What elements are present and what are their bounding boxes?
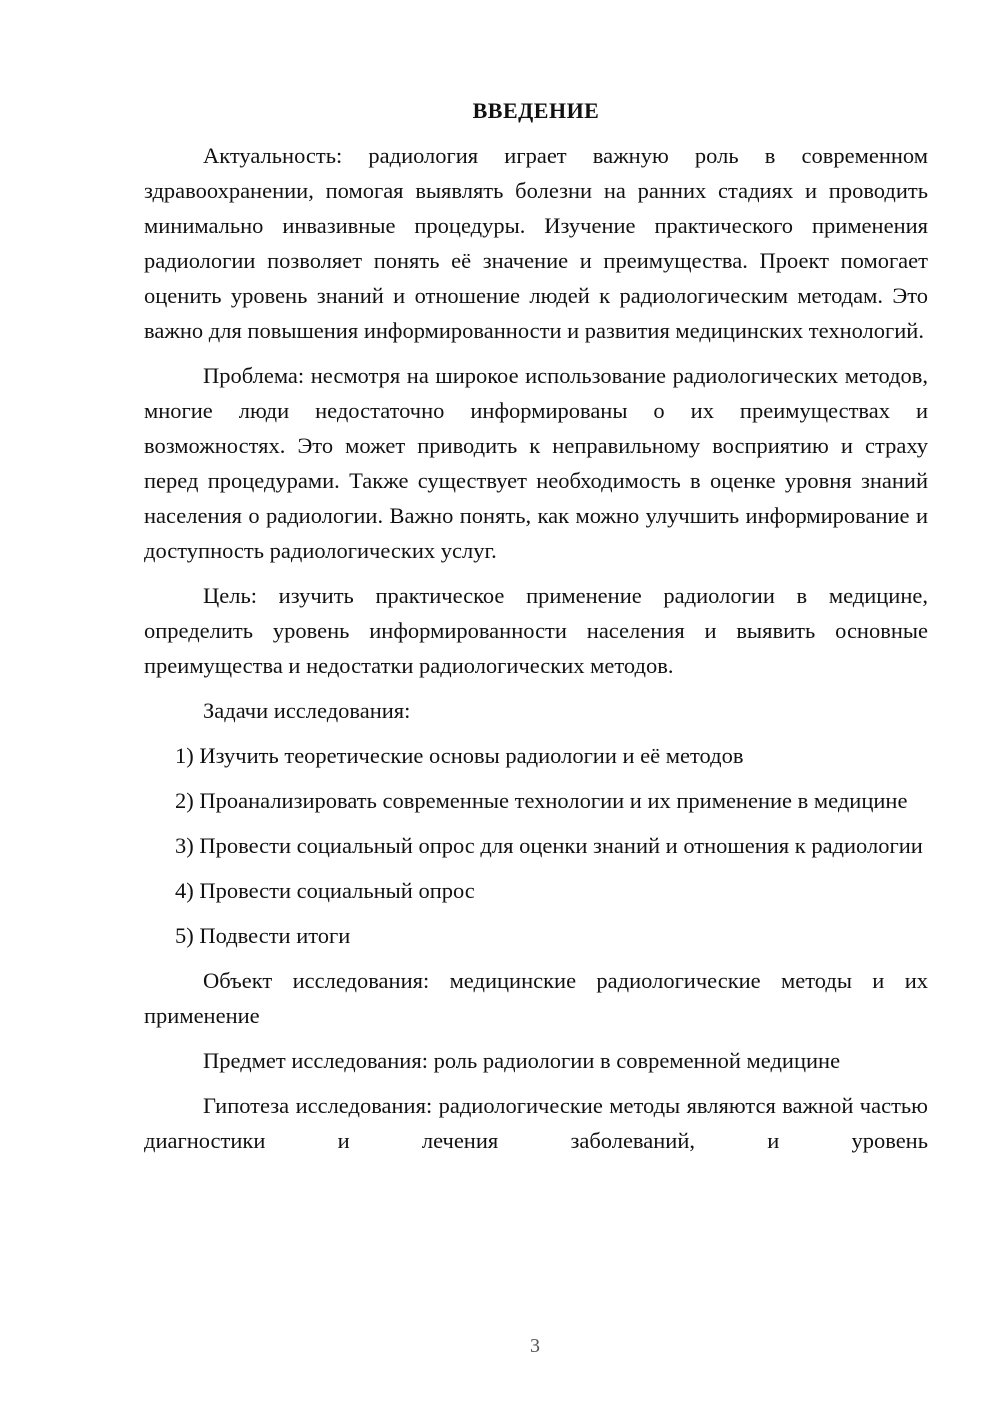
task-item-2: 2) Проанализировать современные технологии и их применение в медицине — [175, 788, 908, 813]
paragraph-object: Объект исследования: медицинские радиологические методы и их применение — [144, 968, 928, 1028]
task-item-4: 4) Провести социальный опрос — [175, 878, 475, 903]
section-title: ВВЕДЕНИЕ — [472, 98, 600, 123]
tasks-heading: Задачи исследования: — [203, 698, 411, 723]
document-page — [144, 96, 928, 1168]
paragraph-problem: Проблема: несмотря на широкое использование радиологических методов, многие люди недостаточно информированы о их преимуществах и возможностях. Это может приводить к неправильному восприятию и страху перед процедурами. Также существует необходимость в оценке уровня знаний населения о радиологии. Важно понять, как можно улучшить информирование и доступность радиологических услуг. — [144, 363, 928, 563]
task-item-1: 1) Изучить теоретические основы радиологии и её методов — [175, 743, 744, 768]
paragraph-hypothesis: Гипотеза исследования: радиологические методы являются важной частью диагностики и лечения заболеваний, и уровень — [144, 1093, 928, 1153]
task-item-5: 5) Подвести итоги — [175, 923, 351, 948]
paragraph-subject: Предмет исследования: роль радиологии в современной медицине — [203, 1048, 841, 1073]
paragraph-goal: Цель: изучить практическое применение радиологии в медицине, определить уровень информированности населения и выявить основные преимущества и недостатки радиологических методов. — [144, 583, 928, 678]
paragraph-relevance: Актуальность: радиология играет важную роль в современном здравоохранении, помогая выявлять болезни на ранних стадиях и проводить минимально инвазивные процедуры. Изучение практического применения радиологии позволяет понять её значение и преимущества. Проект помогает оценить уровень знаний и отношение людей к радиологическим методам. Это важно для повышения информированности и развития медицинских технологий. — [144, 143, 928, 343]
page-number: 3 — [530, 1335, 540, 1357]
task-item-3: 3) Провести социальный опрос для оценки знаний и отношения к радиологии — [175, 833, 923, 858]
